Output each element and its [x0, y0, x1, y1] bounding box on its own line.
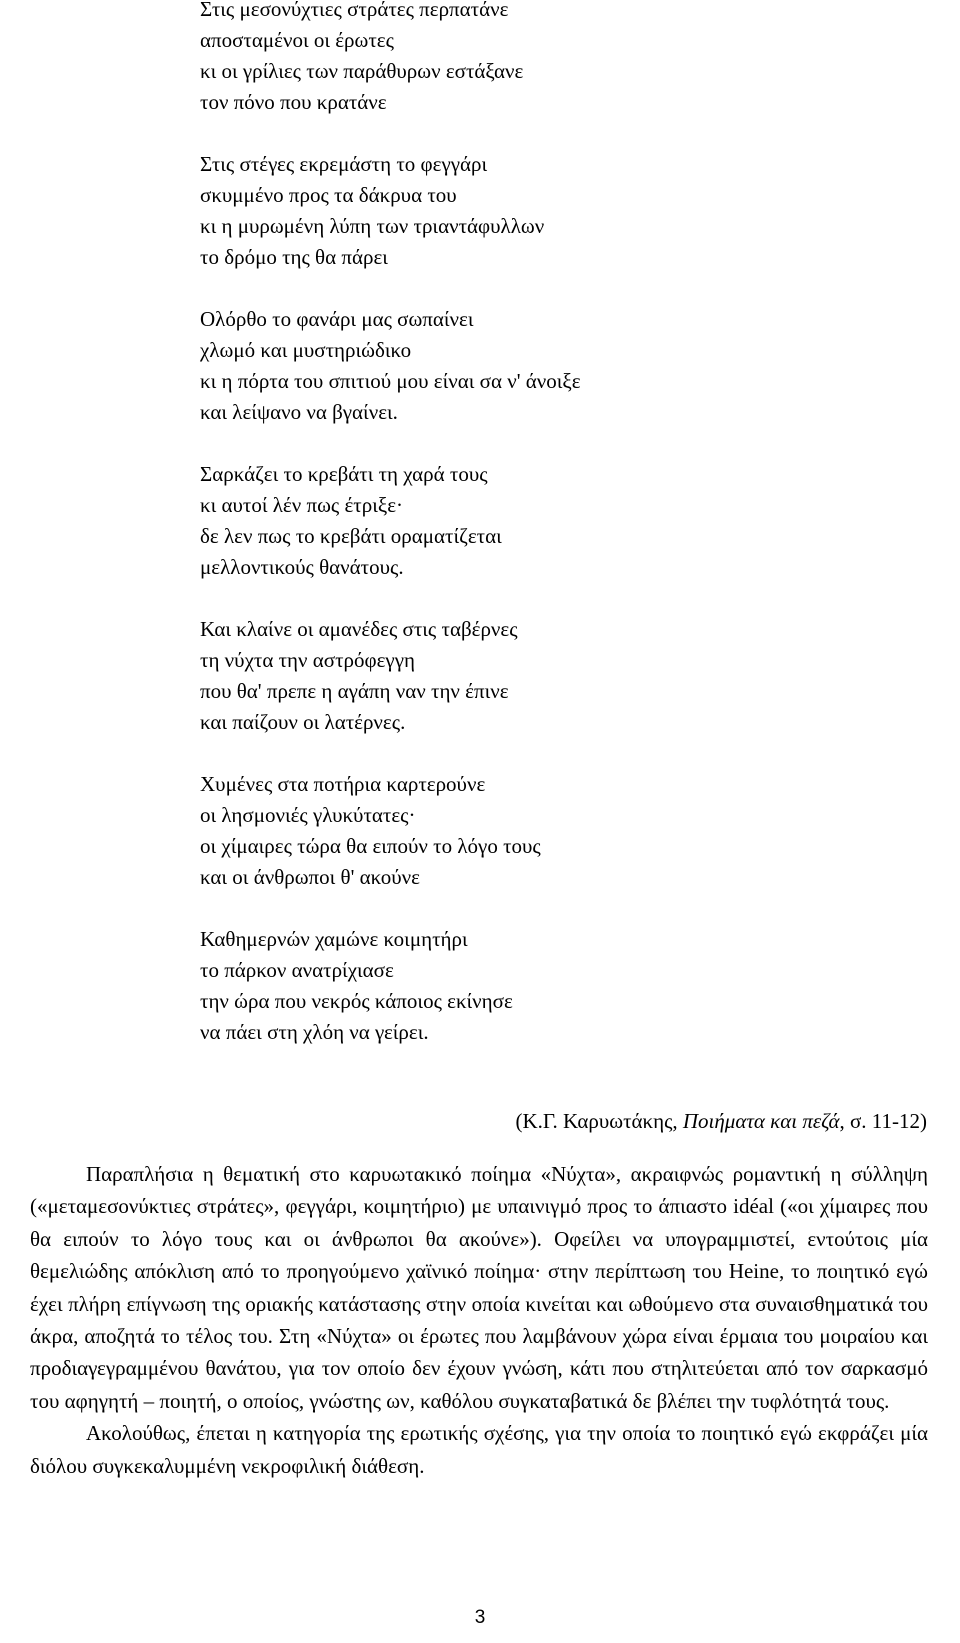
- poem-line: κι η πόρτα του σπιτιού μου είναι σα ν' άνοιξε: [200, 369, 581, 393]
- poem-line: κι αυτοί λέν πως έτριξε·: [200, 493, 404, 517]
- stanza-5: [200, 614, 920, 738]
- poem-line: σκυμμένο προς τα δάκρυα του: [200, 183, 457, 207]
- stanza-6: [200, 769, 920, 893]
- poem-line: την ώρα που νεκρός κάποιος εκίνησε: [200, 989, 513, 1013]
- paragraph: Παραπλήσια η θεματική στο καρυωτακικό ποίημα «Νύχτα», ακραιφνώς ρομαντική η σύλληψη («μεταμεσονύκτιες στράτες», φεγγάρι, κοιμητήριο) με υπαινιγμό προς το άπιαστο idéal («οι χίμαιρες που θα ειπούν το λόγο τους και οι άνθρωποι θα ακούνε»). Οφείλει να υπογραμμιστεί, εντούτοις μία θεμελιώδης απόκλιση από το προηγούμενο χαϊνικό ποίημα· στην περίπτωση του Heine, το ποιητικό εγώ έχει πλήρη επίγνωση της οριακής κατάστασης στην οποία κινείται και ωθούμενο στα συναισθηματικά του άκρα, αποζητά το τέλος του. Στη «Νύχτα» οι έρωτες που λαμβάνουν χώρα είναι έρμαια του μοιραίου και προδιαγεγραμμένου θανάτου, για τον οποίο δεν έχουν γνώση, κάτι που στηλιτεύεται από τον σαρκασμό του αφηγητή – ποιητή, ο οποίος, γνώστης ων, καθόλου συγκαταβατικά δε βλέπει την τυφλότητά τους.: [30, 1162, 928, 1413]
- poem-line: Χυμένες στα ποτήρια καρτερούνε: [200, 772, 486, 796]
- citation-author: (Κ.Γ. Καρυωτάκης,: [515, 1109, 683, 1133]
- poem-line: και παίζουν οι λατέρνες.: [200, 710, 406, 734]
- stanza-2: [200, 149, 920, 273]
- stanza-3: [200, 304, 920, 428]
- poem-line: Ολόρθο το φανάρι μας σωπαίνει: [200, 307, 474, 331]
- poem-line: χλωμό και μυστηριώδικο: [200, 338, 412, 362]
- paragraph: Ακολούθως, έπεται η κατηγορία της ερωτικής σχέσης, για την οποία το ποιητικό εγώ εκφράζει μία διόλου συγκεκαλυμμένη νεκροφιλική διάθεση.: [30, 1421, 928, 1478]
- page-number: 3: [474, 1607, 486, 1628]
- poem: [200, 0, 920, 1079]
- commentary: [30, 1158, 928, 1482]
- poem-line: Και κλαίνε οι αμανέδες στις ταβέρνες: [200, 617, 518, 641]
- poem-line: Σαρκάζει το κρεβάτι τη χαρά τους: [200, 462, 488, 486]
- poem-line: αποσταμένοι οι έρωτες: [200, 28, 394, 52]
- poem-line: Στις στέγες εκρεμάστη το φεγγάρι: [200, 152, 488, 176]
- stanza-4: [200, 459, 920, 583]
- poem-line: κι οι γρίλιες των παράθυρων εστάξανε: [200, 59, 524, 83]
- poem-line: που θα' πρεπε η αγάπη ναν την έπινε: [200, 679, 509, 703]
- poem-line: να πάει στη χλόη να γείρει.: [200, 1020, 429, 1044]
- poem-line: οι χίμαιρες τώρα θα ειπούν το λόγο τους: [200, 834, 541, 858]
- poem-line: Καθημερνών χαμώνε κοιμητήρι: [200, 927, 468, 951]
- poem-line: και λείψανο να βγαίνει.: [200, 400, 398, 424]
- poem-line: τον πόνο που κρατάνε: [200, 90, 387, 114]
- citation-pages: , σ. 11-12): [839, 1109, 927, 1133]
- poem-line: κι η μυρωμένη λύπη των τριαντάφυλλων: [200, 214, 545, 238]
- citation: [515, 1106, 927, 1137]
- citation-title: Ποιήματα και πεζά: [682, 1109, 840, 1133]
- stanza-1: [200, 0, 920, 118]
- poem-line: τη νύχτα την αστρόφεγγη: [200, 648, 415, 672]
- poem-line: δε λεν πως το κρεβάτι οραματίζεται: [200, 524, 502, 548]
- poem-line: το πάρκον ανατρίχιασε: [200, 958, 394, 982]
- poem-line: οι λησμονιές γλυκύτατες·: [200, 803, 416, 827]
- poem-line: και οι άνθρωποι θ' ακούνε: [200, 865, 420, 889]
- poem-line: Στις μεσονύχτιες στράτες περπατάνε: [200, 0, 509, 21]
- poem-line: μελλοντικούς θανάτους.: [200, 555, 404, 579]
- poem-line: το δρόμο της θα πάρει: [200, 245, 388, 269]
- stanza-7: [200, 924, 920, 1048]
